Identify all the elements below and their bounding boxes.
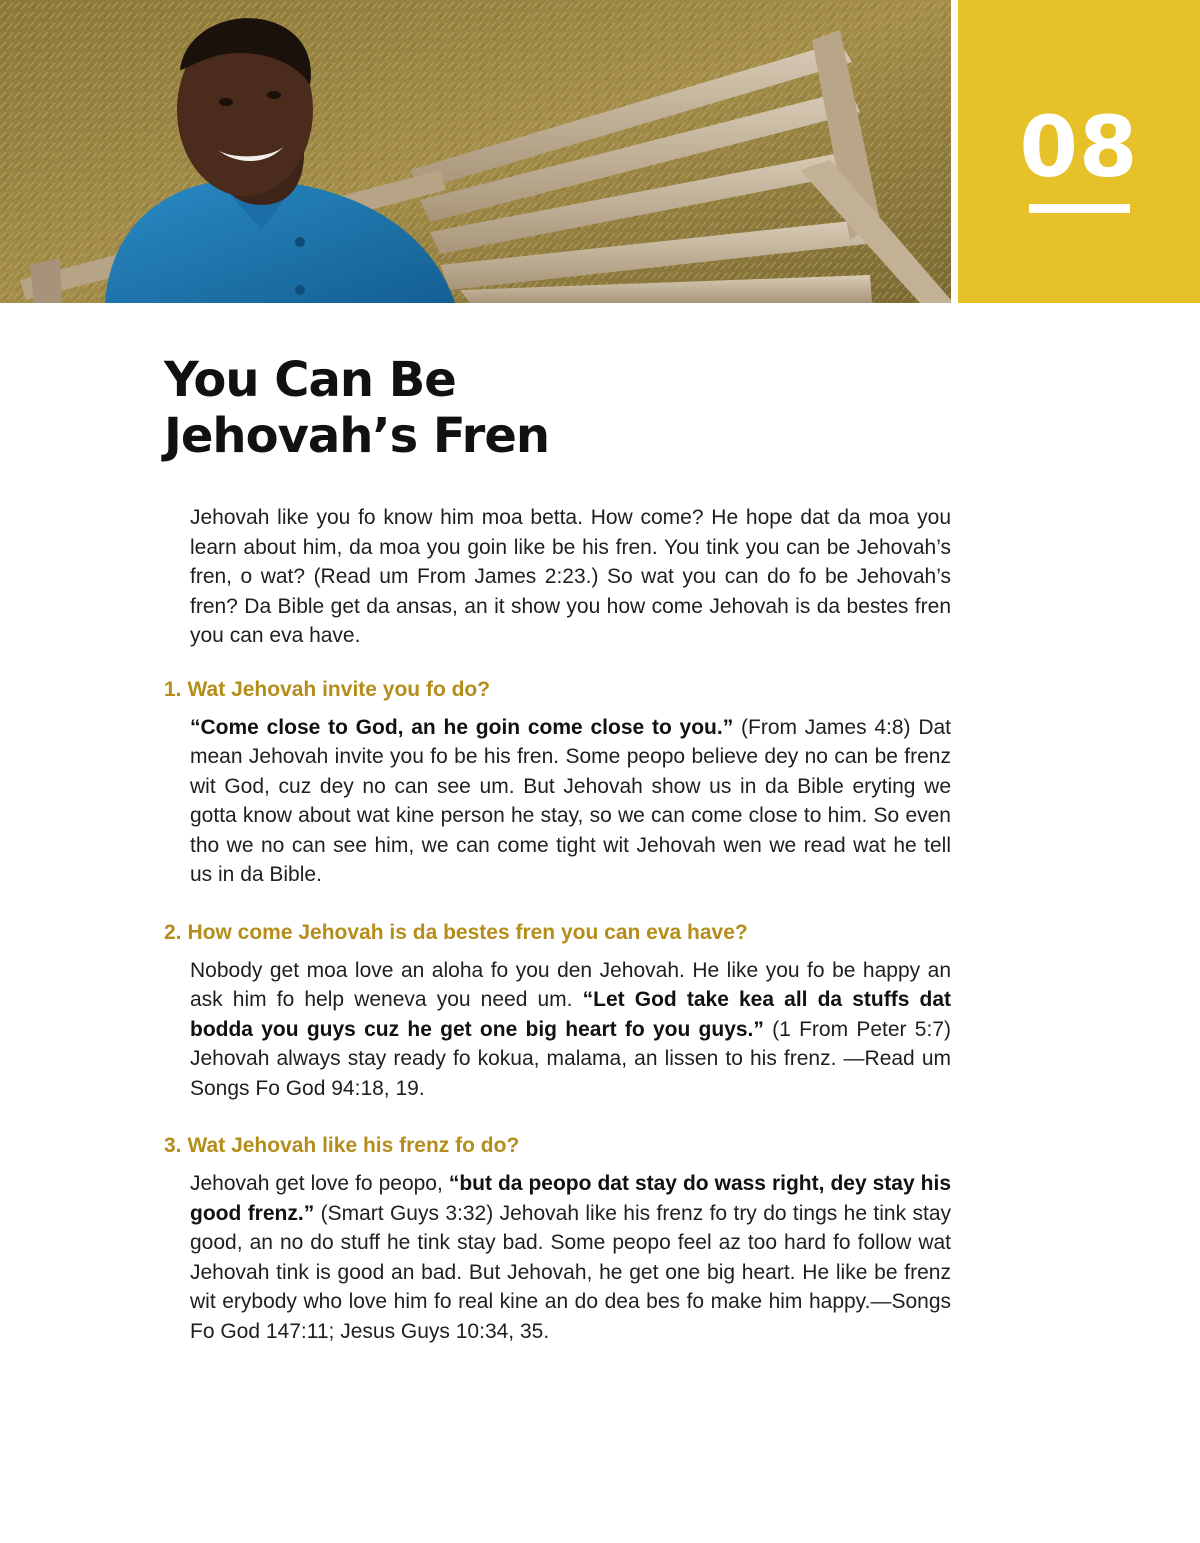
answer-text: (Smart Guys 3:32) Jehovah like his frenz fo try do tings he tink stay good, an no do stuff he tink stay bad. Some peopo feel az too hard fo follow wat Jehovah tink is good an bad. But Jehovah, he get one big heart. He like be frenz wit erybody who love him fo real kine an do dea bes fo make him happy.—Songs Fo God 147:11; Jesus Guys 10:34, 35. <box>190 1201 951 1343</box>
answer-paragraph-1 <box>190 713 951 890</box>
chapter-number: 08 <box>1019 98 1139 196</box>
intro-paragraph: Jehovah like you fo know him moa betta. How come? He hope dat da moa you learn about him, da moa you goin like be his fren. You tink you can be Jehovah’s fren, o wat? (Read um From James 2:23.) So wat you can do fo be Jehovah’s fren? Da Bible get da ansas, an it show you how come Jehovah is da bestes fren you can eva have. <box>190 506 951 647</box>
lesson-body <box>164 503 951 1346</box>
question-number: 2. <box>164 920 182 944</box>
question-3 <box>164 1133 951 1159</box>
title-line-1: You Can Be <box>164 352 456 408</box>
chapter-underline <box>1029 204 1130 213</box>
answer-paragraph-3 <box>190 1169 951 1346</box>
hero-illustration <box>0 0 951 303</box>
scripture-quote: “but da peopo dat stay do wass right, dey stay his good frenz.” <box>190 1172 951 1225</box>
chapter-badge <box>958 0 1200 303</box>
scripture-quote: “Come close to God, an he goin come close to you.” <box>190 715 734 739</box>
question-number: 3. <box>164 1134 182 1157</box>
page-title <box>164 352 549 464</box>
question-number: 1. <box>164 677 182 701</box>
scripture-quote: “Let God take kea all da stuffs dat bodda you guys cuz he get one big heart fo you guys.” <box>190 988 952 1041</box>
answer-lead: Jehovah get love fo peopo, <box>190 1172 449 1195</box>
hero-photo <box>0 0 951 303</box>
question-1 <box>164 677 951 703</box>
question-text: How come Jehovah is da bestes fren you can eva have? <box>187 920 748 944</box>
question-text: Wat Jehovah like his frenz fo do? <box>187 1134 520 1157</box>
answer-text: (1 From Peter 5:7) Jehovah always stay ready fo kokua, malama, an lissen to his frenz. —Read um Songs Fo God 94:18, 19. <box>190 1017 951 1100</box>
answer-text: (From James 4:8) Dat mean Jehovah invite you fo be his fren. Some peopo believe dey no can be frenz wit God, cuz dey no can see um. But Jehovah show us in da Bible eryting we gotta know about wat kine person he stay, so we can come close to him. So even tho we no can see him, we can come tight wit Jehovah wen we read wat he tell us in da Bible. <box>190 715 951 886</box>
answer-paragraph-2 <box>190 956 951 1104</box>
title-line-2: Jehovah’s Fren <box>164 408 550 464</box>
answer-lead: Nobody get moa love an aloha fo you den Jehovah. He like you fo be happy an ask him fo help weneva you need um. <box>190 958 951 1011</box>
question-2 <box>164 920 951 946</box>
question-text: Wat Jehovah invite you fo do? <box>187 677 491 701</box>
